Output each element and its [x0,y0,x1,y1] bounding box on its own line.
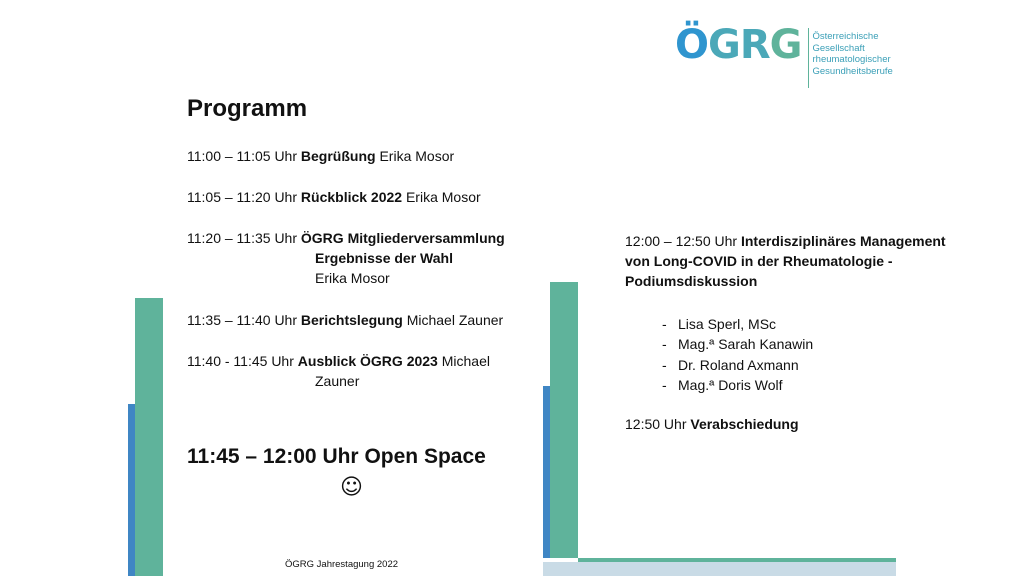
program-entry-outlook-line2 [315,371,359,391]
entry-speaker: Michael Zauner [406,312,504,328]
open-space-heading: 11:45 – 12:00 Uhr Open Space [187,445,486,468]
entry-topic-continued: Ergebnisse der Wahl [315,250,453,266]
entry-time: 11:00 – 11:05 Uhr [187,148,298,164]
decor-bar-blue-left [128,404,135,576]
entry-topic-continued: von Long-COVID in der Rheumatologie - [625,253,893,269]
list-item: - Mag.ª Doris Wolf [662,376,783,393]
entry-speaker: Erika Mosor [379,148,455,164]
decor-bar-blue-middle [543,386,550,558]
logo-text-line: Österreichische [812,31,879,42]
speaker-name: Mag.ª Doris Wolf [678,376,783,393]
entry-speaker: Michael [441,353,490,369]
logo-letter-oe: Ö [675,22,709,68]
program-entry-report [187,310,503,330]
list-item: - Lisa Sperl, MSc [662,316,777,332]
entry-speaker: Erika Mosor [405,189,481,205]
logo-text-line: Gesellschaft [812,42,865,54]
program-entry-welcome [187,146,454,166]
speaker-name: Mag.ª Sarah Kanawin [678,336,814,353]
panel-line2 [625,251,1005,271]
speaker-name: Lisa Sperl, MSc [678,316,777,332]
list-item: - Dr. Roland Axmann [662,356,799,373]
entry-topic: Rückblick 2022 [300,189,403,205]
entry-speaker-continued: Zauner [315,373,360,389]
entry-time: 11:35 – 11:40 Uhr [187,312,298,328]
logo-separator [808,28,809,88]
decor-band-bottom [543,562,896,576]
closing-entry [625,414,1005,434]
logo-text [813,22,893,77]
entry-topic: Begrüßung [300,148,376,164]
logo-text-line: rheumatologischer [812,54,891,65]
footer-text: ÖGRG Jahrestagung 2022 [285,559,399,570]
entry-topic: Ausblick ÖGRG 2023 [297,353,438,369]
panel-discussion-entry [625,231,1005,291]
logo-text-line: Gesundheitsberufe [812,65,893,77]
logo-letters-gr: GR [708,22,770,68]
entry-topic: ÖGRG Mitgliederversammlung [300,230,505,246]
program-entry-assembly-line2 [315,248,453,268]
program-entry-assembly-line3 [315,268,390,288]
speaker-list [662,314,813,395]
entry-time: 11:40 - 11:45 Uhr [187,353,294,369]
smiley-icon: ☺ [340,475,363,500]
panel-line1 [625,231,1005,251]
entry-topic: Interdisziplinäres Management [740,233,946,249]
oegrg-logo [675,22,893,88]
program-entry-assembly [187,228,505,248]
entry-topic: Verabschiedung [690,416,799,432]
entry-speaker: Erika Mosor [315,270,390,286]
list-item: - Mag.ª Sarah Kanawin [662,336,814,353]
decor-bar-green-left [135,298,163,576]
speaker-name: Dr. Roland Axmann [678,356,799,373]
page-title: Programm [187,95,308,122]
entry-topic: Berichtslegung [300,312,403,328]
entry-time: 12:00 – 12:50 Uhr [625,233,738,249]
decor-bar-green-middle [550,282,578,558]
program-entry-review [187,187,481,207]
entry-time: 11:20 – 11:35 Uhr [187,230,298,246]
entry-time: 12:50 Uhr [625,416,687,432]
program-entry-outlook [187,351,490,371]
panel-line3 [625,271,1005,291]
entry-topic-continued: Podiumsdiskussion [625,273,758,289]
entry-time: 11:05 – 11:20 Uhr [187,189,298,205]
logo-mark [675,22,802,68]
logo-letter-g: G [769,22,802,68]
